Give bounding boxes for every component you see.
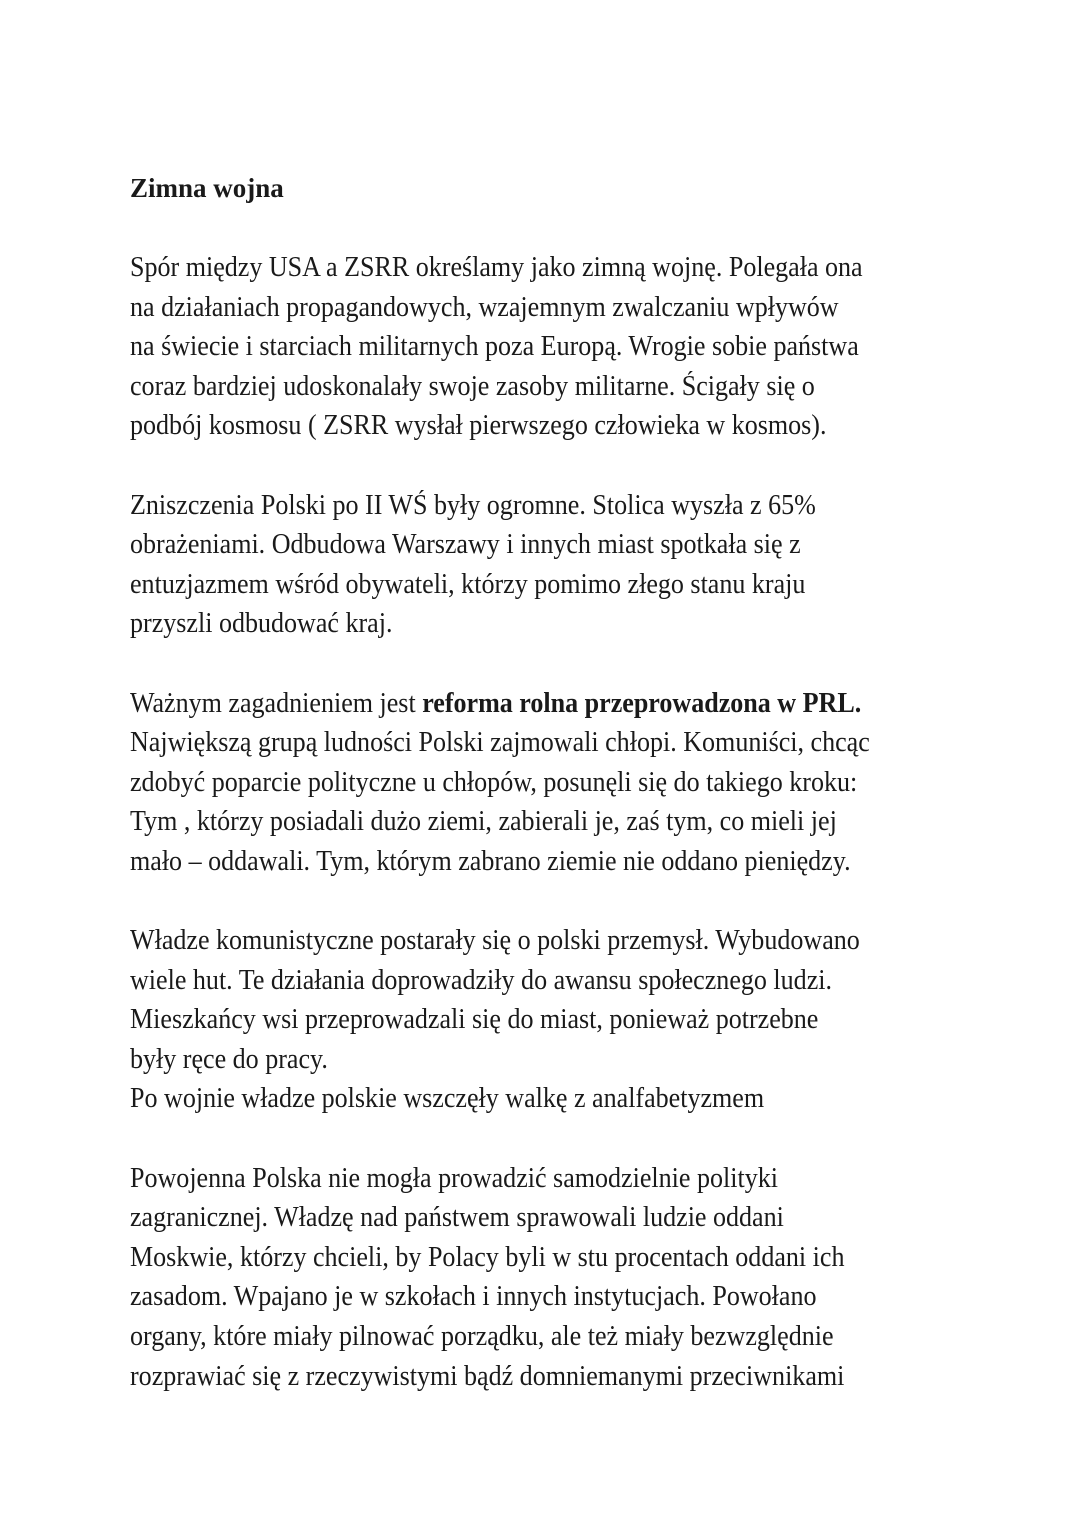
text-line: podbój kosmosu ( ZSRR wysłał pierwszego człowieka w kosmos).	[130, 410, 827, 442]
text-line: Powojenna Polska nie mogła prowadzić samodzielnie polityki	[130, 1162, 778, 1194]
text-line: Zniszczenia Polski po II WŚ były ogromne. Stolica wyszła z 65%	[130, 489, 816, 521]
text-line: Moskwie, którzy chcieli, by Polacy byli w stu procentach oddani ich	[130, 1241, 845, 1273]
text-line: rozprawiać się z rzeczywistymi bądź domniemanymi przeciwnikami	[130, 1360, 845, 1392]
text-line: Tym , którzy posiadali dużo ziemi, zabierali je, zaś tym, co mieli jej	[130, 806, 837, 838]
text-line: obrażeniami. Odbudowa Warszawy i innych miast spotkała się z	[130, 529, 801, 561]
text-line: Po wojnie władze polskie wszczęły walkę z analfabetyzmem	[130, 1083, 765, 1115]
paragraph-land-reform	[130, 684, 1010, 882]
text-line: organy, które miały pilnować porządku, ale też miały bezwzględnie	[130, 1321, 834, 1353]
text-line: były ręce do pracy.	[130, 1043, 328, 1075]
text-line: wiele hut. Te działania doprowadziły do awansu społecznego ludzi.	[130, 964, 833, 996]
paragraph-destruction	[130, 486, 1010, 644]
paragraph-foreign-policy	[130, 1159, 1010, 1397]
text-line	[130, 684, 948, 724]
text-line: Największą grupą ludności Polski zajmowali chłopi. Komuniści, chcąc	[130, 727, 870, 759]
text-plain: Ważnym zagadnieniem jest	[130, 687, 423, 719]
text-line: przyszli odbudować kraj.	[130, 608, 393, 640]
text-line: zasadom. Wpajano je w szkołach i innych instytucjach. Powołano	[130, 1281, 817, 1313]
text-line: na działaniach propagandowych, wzajemnym zwalczaniu wpływów	[130, 291, 839, 323]
text-line: zdobyć poparcie polityczne u chłopów, posunęli się do takiego kroku:	[130, 766, 858, 798]
text-line: zagranicznej. Władzę nad państwem sprawowali ludzie oddani	[130, 1202, 784, 1234]
text-line: na świecie i starciach militarnych poza Europą. Wrogie sobie państwa	[130, 331, 859, 363]
text-line: entuzjazmem wśród obywateli, którzy pomimo złego stanu kraju	[130, 568, 806, 600]
text-line: Władze komunistyczne postarały się o polski przemysł. Wybudowano	[130, 925, 860, 957]
text-line: coraz bardziej udoskonalały swoje zasoby militarne. Ścigały się o	[130, 370, 815, 402]
document-title: Zimna wojna	[130, 173, 284, 203]
paragraph-industry	[130, 921, 1010, 1119]
text-line: Spór między USA a ZSRR określamy jako zimną wojnę. Polegała ona	[130, 252, 863, 283]
paragraph-cold-war	[130, 248, 1010, 446]
text-bold-emphasis: reforma rolna przeprowadzona w PRL.	[422, 687, 862, 719]
document-page	[130, 168, 1010, 1436]
text-line: mało – oddawali. Tym, którym zabrano ziemie nie oddano pieniędzy.	[130, 845, 851, 877]
text-line: Mieszkańcy wsi przeprowadzali się do miast, ponieważ potrzebne	[130, 1004, 819, 1036]
